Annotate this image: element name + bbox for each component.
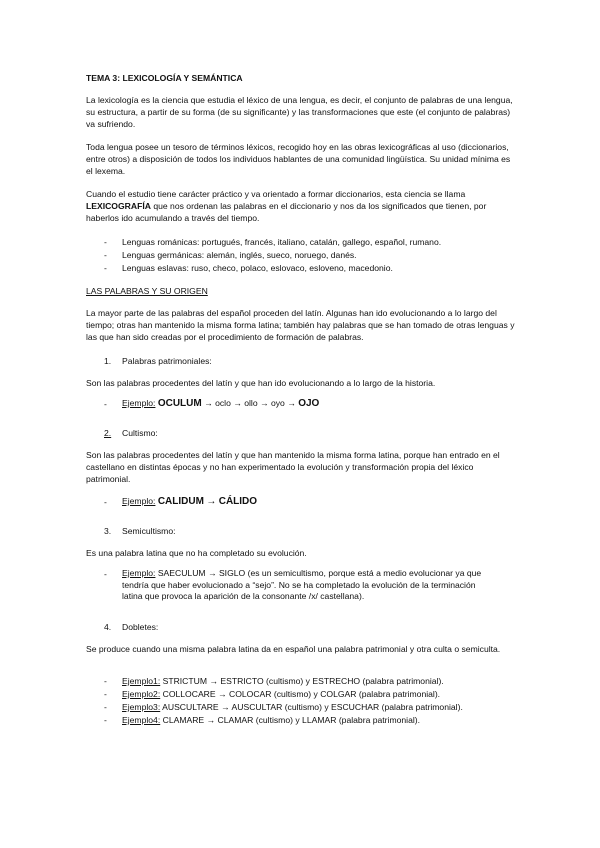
- intro-paragraph-3-pre: Cuando el estudio tiene carácter práctico y va orientado a formar diccionarios, esta ciencia se llama: [86, 189, 466, 199]
- bullet-marker: -: [104, 399, 107, 409]
- bullet-marker: -: [104, 263, 107, 273]
- section-1-example: [122, 398, 522, 410]
- doublet-example: [122, 702, 522, 714]
- bullet-marker: -: [104, 689, 107, 699]
- section-2-description: Son las palabras procedentes del latín y que han mantenido la misma forma latina, porque han entrado en el castellano en distintas épocas y no han experimentado la evolución y transformación propia del léxico patrimonial.: [86, 450, 500, 484]
- section-3-label: Semicultismo:: [122, 526, 176, 536]
- example-label: Ejemplo:: [122, 398, 156, 408]
- section-2-number: 2.: [104, 428, 112, 438]
- section-heading: LAS PALABRAS Y SU ORIGEN: [86, 286, 208, 296]
- page-title: TEMA 3: LEXICOLOGÍA Y SEMÁNTICA: [86, 73, 243, 83]
- section-2-label: Cultismo:: [122, 428, 158, 438]
- example-text: STRICTUM → ESTRICTO (cultismo) y ESTRECHO (palabra patrimonial).: [162, 676, 444, 686]
- section-2-example: [122, 496, 522, 508]
- bullet-marker: -: [104, 250, 107, 260]
- lexicografia-term: LEXICOGRAFÍA: [86, 201, 151, 211]
- bullet-marker: -: [104, 237, 107, 247]
- lexema-term: lexema: [95, 166, 123, 176]
- example-text: SAECULUM → SIGLO (es un semicultismo, porque está a medio evolucionar ya que tendría que haber evolucionado a “sejo”. No se ha completado la evolución de la terminación latina que provoca la aparición de la consonante /x/ castellana).: [122, 568, 482, 601]
- section-1-description: Son las palabras procedentes del latín y que han ido evolucionando a lo largo de la historia.: [86, 378, 436, 388]
- example-label: Ejemplo4:: [122, 715, 161, 725]
- intro-paragraph-2-prefix: Su unidad mínima es el: [86, 154, 511, 176]
- bullet-marker: -: [104, 702, 107, 712]
- section-4-number: 4.: [104, 622, 112, 632]
- example-label: Ejemplo2:: [122, 689, 161, 699]
- bullet-marker: -: [104, 569, 107, 579]
- intro-paragraph-1: La lexicología es la ciencia que estudia el léxico de una lengua, es decir, el conjunto de palabras de una lengua, su estructura, a partir de su forma (de su significante) y las transformaciones que este (el conjunto de palabras) va sufriendo.: [86, 95, 513, 129]
- example-latin-word: OCULUM: [157, 398, 202, 409]
- example-label: Ejemplo:: [122, 496, 156, 506]
- example-label: Ejemplo:: [122, 568, 156, 578]
- section-4-description: Se produce cuando una misma palabra latina da en español una palabra patrimonial y otra culta o semiculta.: [86, 644, 501, 654]
- section-1-label: Palabras patrimoniales:: [122, 356, 212, 366]
- bullet-marker: -: [104, 497, 107, 507]
- doublet-example: [122, 689, 522, 701]
- bullet-marker: -: [104, 676, 107, 686]
- example-evolution: → oclo → ollo → oyo →: [204, 398, 296, 408]
- section-1-number: 1.: [104, 356, 112, 366]
- intro-paragraph-3-post: que nos ordenan las palabras en el diccionario y nos da los significados que tienen, por haberlos ido acumulando a través del tiempo.: [86, 201, 487, 223]
- section-3-example: [122, 568, 492, 603]
- example-text: CLAMARE → CLAMAR (cultismo) y LLAMAR (palabra patrimonial).: [162, 715, 421, 725]
- example-label: Ejemplo3:: [122, 702, 161, 712]
- example-arrow: →: [206, 496, 217, 507]
- intro-paragraph-2: Toda lengua posee un tesoro de términos léxicos, recogido hoy en las obras lexicográficas al uso (diccionarios, entre otros) a disposición de todos los individuos hablantes de una comunidad lingüística. Su unidad mínima es el lexema.: [86, 142, 511, 176]
- section-3-number: 3.: [104, 526, 112, 536]
- section-3-description: Es una palabra latina que no ha completado su evolución.: [86, 548, 307, 558]
- section-4-label: Dobletes:: [122, 622, 159, 632]
- example-result-word: CÁLIDO: [218, 496, 258, 507]
- example-text: COLLOCARE → COLOCAR (cultismo) y COLGAR (palabra patrimonial).: [162, 689, 441, 699]
- doublet-example: [122, 676, 522, 688]
- intro-paragraph-2-text: Toda lengua posee un tesoro de términos léxicos, recogido hoy en las obras lexicográficas al uso (diccionarios, entre otros) a disposición de todos los individuos hablantes de una comunidad lingüística.: [86, 142, 509, 164]
- example-result-word: OJO: [298, 398, 320, 409]
- language-list-item: Lenguas germánicas: alemán, inglés, sueco, noruego, danés.: [122, 250, 357, 260]
- example-text: AUSCULTARE → AUSCULTAR (cultismo) y ESCUCHAR (palabra patrimonial).: [162, 702, 463, 712]
- intro-paragraph-3: [86, 188, 516, 224]
- language-list-item: Lenguas románicas: portugués, francés, italiano, catalán, gallego, español, rumano.: [122, 237, 442, 247]
- example-latin-word: CALIDUM: [157, 496, 204, 507]
- bullet-marker: -: [104, 715, 107, 725]
- example-label: Ejemplo1:: [122, 676, 161, 686]
- doublet-example: [122, 715, 522, 727]
- language-list-item: Lenguas eslavas: ruso, checo, polaco, eslovaco, esloveno, macedonio.: [122, 263, 393, 273]
- origin-paragraph: La mayor parte de las palabras del español proceden del latín. Algunas han ido evolucionando a lo largo del tiempo; otras han mantenido la misma forma latina; también hay palabras que se han tomado de otras lenguas y las que han sido creadas por el procedimiento de formación de palabras.: [86, 308, 515, 342]
